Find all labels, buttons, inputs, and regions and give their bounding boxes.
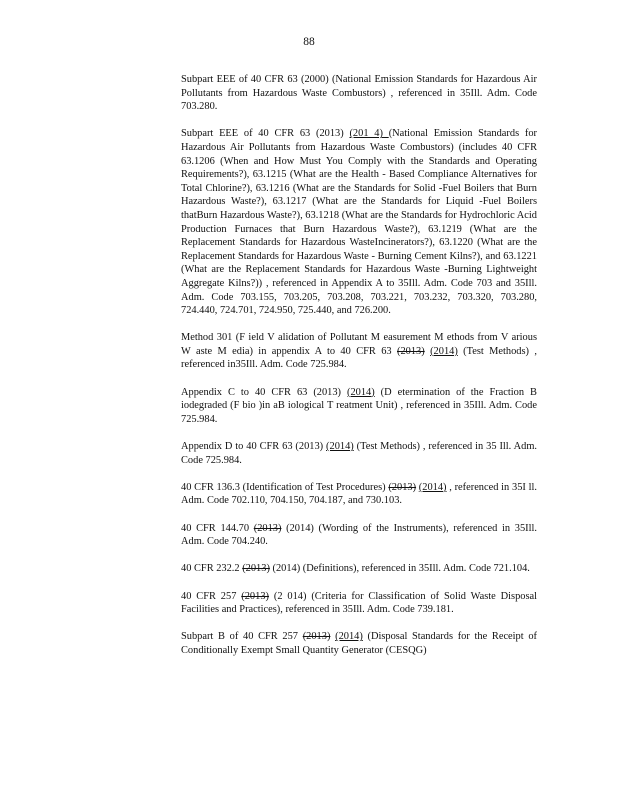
reference-entry — [181, 73, 537, 114]
reference-entry — [181, 386, 537, 427]
entry-text: Subpart EEE of 40 CFR 63 (2013) — [181, 128, 350, 140]
reference-entry — [181, 440, 537, 467]
entry-text: (D etermination of the Fraction B iodegraded (F bio )in aB iological T reatment Unit) , referenced in 35Ill. Adm. Code 725.984. — [181, 386, 537, 425]
entry-text: , referenced in 35I ll. Adm. Code 702.110, 704.150, 704.187, and 730.103. — [181, 481, 537, 507]
entry-text: (Test Methods) , referenced in35Ill. Adm. Code 725.984. — [181, 345, 537, 371]
entry-text: (2 014) (Criteria for Classification of Solid Waste Disposal Facilities and Practices), referenced in 35Ill. Adm. Code 739.181. — [181, 590, 537, 616]
deleted-text: (2013) — [242, 563, 270, 575]
entry-text: 40 CFR 257 — [181, 590, 242, 602]
entry-text: (Test Methods) , referenced in 35 Ill. Adm. Code 725.984. — [181, 441, 537, 466]
reference-entry — [181, 630, 537, 657]
reference-entry — [181, 331, 537, 372]
page-number: 88 — [303, 36, 315, 48]
entry-text: Appendix D to 40 CFR 63 (2013) — [181, 441, 327, 453]
deleted-text: (2013) — [253, 522, 282, 534]
entry-text: 40 CFR 144.70 — [181, 522, 254, 534]
entry-text: Subpart EEE of 40 CFR 63 (2000) (National Emission Standards for Hazardous Air Pollutants from Hazardous Waste Combustors) , referenced in 35Ill. Adm. Code 703.280. — [181, 74, 537, 113]
reference-entry — [181, 481, 537, 508]
inserted-text: (2014) — [326, 441, 354, 453]
deleted-text: (2013) — [397, 345, 425, 357]
entry-text: (2014) (Wording of the Instruments), referenced in 35Ill. Adm. Code 704.240. — [181, 522, 537, 548]
inserted-text: (2014) — [335, 631, 363, 643]
entry-text: 40 CFR 232.2 — [181, 563, 243, 575]
deleted-text: (2013) — [241, 590, 269, 602]
reference-list — [181, 73, 537, 671]
entry-text: Appendix C to 40 CFR 63 (2013) — [181, 386, 347, 398]
reference-entry — [181, 522, 537, 549]
entry-text: (2014) (Definitions), referenced in 35Ill. Adm. Code 721.104. — [269, 563, 530, 575]
entry-text: (Disposal Standards for the Receipt of Conditionally Exempt Small Quantity Generator (CESQG) — [181, 631, 537, 656]
reference-entry — [181, 127, 537, 317]
entry-text: Method 301 (F ield V alidation of Pollutant M easurement M ethods from V arious W aste M edia) in appendix A to 40 CFR 63 — [181, 332, 537, 357]
reference-entry — [181, 562, 537, 576]
entry-text: 40 CFR 136.3 (Identification of Test Procedures) — [181, 481, 389, 493]
deleted-text: (2013) — [302, 631, 331, 643]
inserted-text: (2014) — [430, 345, 458, 357]
inserted-text: (2014) — [418, 481, 447, 493]
inserted-text: (201 4) — [349, 128, 389, 140]
entry-text: Subpart B of 40 CFR 257 — [181, 631, 303, 643]
deleted-text: (2013) — [388, 481, 417, 493]
entry-text: (National Emission Standards for Hazardous Air Pollutants from Hazardous Waste Combustors) (includes 40 CFR 63.1206 (When and How Must You Comply with the Standards and Operating Requirements?), 63.1215 (What are the Health - Based Compliance Alternatives for Total Chlorine?), 63.1216 (What are the Standards for Solid -Fuel Boilers that Burn Hazardous Waste?), 63.1217 (What are the Standards for Liquid -Fuel Boilers thatBurn Hazardous Waste?), 63.1218 (What are the Standards for Hydrochloric Acid Production Furnaces that Burn Hazardous Waste?), 63.1219 (What are the Replacement Standards for Hazardous WasteIncinerators?), 63.1220 (What are the Replacement Standards for Hazardous Waste - Burning Cement Kilns?), and 63.1221 (What are the Replacement Standards for Hazardous Waste -Burning Lightweight Aggregate Kilns?)) , referenced in Appendix A to 35Ill. Adm. Code 703 and 35Ill. Adm. Code 703.155, 703.205, 703.208, 703.221, 703.232, 703.320, 703.280, 724.440, 724.701, 724.950, 725.440, and 726.200. — [181, 128, 537, 317]
inserted-text: (2014) — [347, 386, 375, 398]
reference-entry — [181, 590, 537, 617]
